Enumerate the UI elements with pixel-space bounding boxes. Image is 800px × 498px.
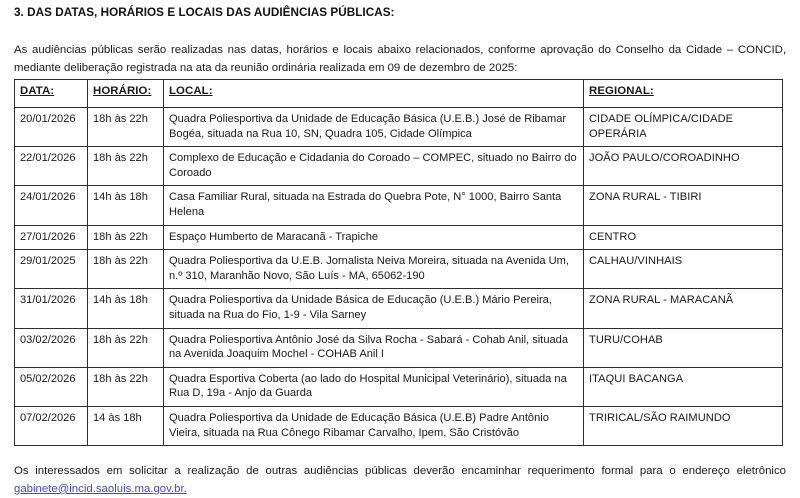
cell-regional: ITAQUI BACANGA bbox=[584, 367, 783, 406]
cell-date: 03/02/2026 bbox=[15, 328, 88, 367]
cell-regional: ZONA RURAL - TIBIRI bbox=[584, 186, 783, 225]
table-row bbox=[15, 328, 783, 367]
section-title: 3. DAS DATAS, HORÁRIOS E LOCAIS DAS AUDIÊNCIAS PÚBLICAS: bbox=[14, 6, 395, 19]
cell-time: 14h às 18h bbox=[88, 289, 164, 328]
column-header-horario bbox=[88, 80, 164, 108]
cell-date: 05/02/2026 bbox=[15, 367, 88, 406]
cell-time: 18h às 22h bbox=[88, 225, 164, 250]
cell-time: 18h às 22h bbox=[88, 367, 164, 406]
table-row bbox=[15, 250, 783, 289]
table-row bbox=[15, 289, 783, 328]
cell-location: Quadra Esportiva Coberta (ao lado do Hospital Municipal Veterinário), situada na Rua D, 19a - Anjo da Guarda bbox=[164, 367, 584, 406]
column-header-regional bbox=[584, 80, 783, 108]
cell-location: Quadra Poliesportiva da Unidade de Educação Básica (U.E.B) Padre Antônio Vieira, situada na Rua Cônego Ribamar Carvalho, Ipem, São Cristóvão bbox=[164, 406, 584, 445]
cell-location: Casa Familiar Rural, situada na Estrada do Quebra Pote, N° 1000, Bairro Santa Helena bbox=[164, 186, 584, 225]
cell-regional: CIDADE OLÍMPICA/CIDADE OPERÁRIA bbox=[584, 108, 783, 147]
table-row bbox=[15, 186, 783, 225]
cell-location: Quadra Poliesportiva da Unidade Básica de Educação (U.E.B.) Mário Pereira, situada na Rua do Fio, 1-9 - Vila Sarney bbox=[164, 289, 584, 328]
column-header-regional-label: REGIONAL: bbox=[589, 85, 654, 97]
table-header-row bbox=[15, 80, 783, 108]
table-body bbox=[15, 108, 783, 446]
table-row bbox=[15, 108, 783, 147]
table-header bbox=[15, 80, 783, 108]
contact-email-link[interactable]: gabinete@incid.saoluis.ma.gov.br. bbox=[14, 482, 187, 495]
cell-time: 18h às 22h bbox=[88, 328, 164, 367]
cell-date: 22/01/2026 bbox=[15, 147, 88, 186]
cell-regional: TURU/COHAB bbox=[584, 328, 783, 367]
cell-regional: JOÃO PAULO/COROADINHO bbox=[584, 147, 783, 186]
cell-time: 18h às 22h bbox=[88, 250, 164, 289]
column-header-local-label: LOCAL: bbox=[169, 85, 213, 97]
cell-date: 31/01/2026 bbox=[15, 289, 88, 328]
cell-regional: TRIRICAL/SÃO RAIMUNDO bbox=[584, 406, 783, 445]
column-header-horario-label: HORÁRIO: bbox=[93, 85, 152, 97]
column-header-data-label: DATA: bbox=[20, 85, 55, 97]
public-hearings-table bbox=[14, 79, 783, 446]
column-header-local bbox=[164, 80, 584, 108]
cell-time: 14h às 18h bbox=[88, 186, 164, 225]
footer-paragraph bbox=[14, 463, 786, 498]
cell-time: 18h às 22h bbox=[88, 147, 164, 186]
cell-location: Quadra Poliesportiva da Unidade de Educação Básica (U.E.B.) José de Ribamar Bogéa, situada na Rua 10, SN, Quadra 105, Cidade Olímpica bbox=[164, 108, 584, 147]
cell-date: 20/01/2026 bbox=[15, 108, 88, 147]
cell-regional: ZONA RURAL - MARACANÃ bbox=[584, 289, 783, 328]
cell-date: 24/01/2026 bbox=[15, 186, 88, 225]
cell-time: 18h às 22h bbox=[88, 108, 164, 147]
cell-regional: CALHAU/VINHAIS bbox=[584, 250, 783, 289]
cell-location: Quadra Poliesportiva da U.E.B. Jornalista Neiva Moreira, situada na Avenida Um, n.º 310, Maranhão Novo, São Luís - MA, 65062-190 bbox=[164, 250, 584, 289]
table-row bbox=[15, 225, 783, 250]
table-row bbox=[15, 406, 783, 445]
cell-date: 29/01/2025 bbox=[15, 250, 88, 289]
column-header-data bbox=[15, 80, 88, 108]
cell-date: 27/01/2026 bbox=[15, 225, 88, 250]
cell-location: Quadra Poliesportiva Antônio José da Silva Rocha - Sabará - Cohab Anil, situada na Avenida Joaquim Mochel - COHAB Anil I bbox=[164, 328, 584, 367]
cell-date: 07/02/2026 bbox=[15, 406, 88, 445]
cell-location: Complexo de Educação e Cidadania do Coroado – COMPEC, situado no Bairro do Coroado bbox=[164, 147, 584, 186]
cell-regional: CENTRO bbox=[584, 225, 783, 250]
footer-text: Os interessados em solicitar a realização de outras audiências públicas deverão encaminhar requerimento formal para o endereço eletrônico bbox=[14, 465, 786, 478]
table-row bbox=[15, 367, 783, 406]
cell-location: Espaço Humberto de Maracanã - Trapiche bbox=[164, 225, 584, 250]
cell-time: 14 às 18h bbox=[88, 406, 164, 445]
table-row bbox=[15, 147, 783, 186]
intro-paragraph: As audiências públicas serão realizadas nas datas, horários e locais abaixo relacionados, conforme aprovação do Conselho da Cidade – CONCID, mediante deliberação registrada na ata da reunião ordinária realizada em 09 de dezembro de 2025: bbox=[14, 44, 786, 74]
